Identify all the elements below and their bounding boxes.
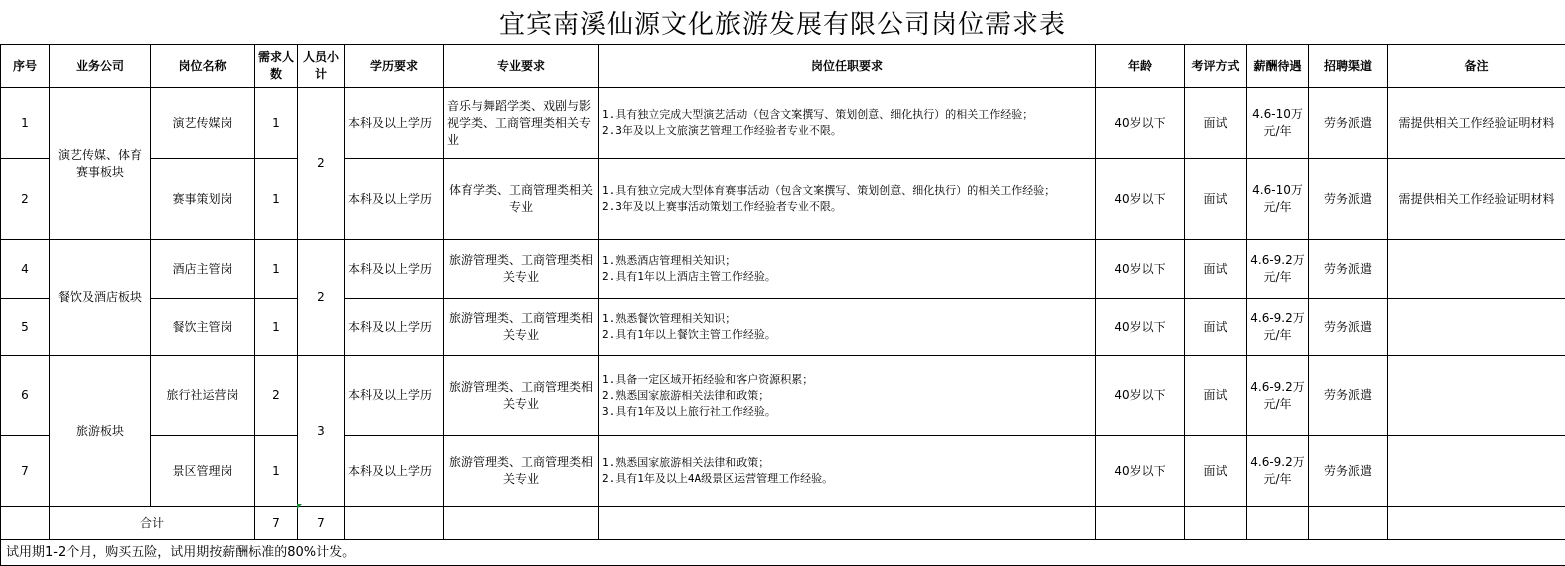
cell-exam: 面试 [1185, 299, 1247, 356]
requirement-line: 1.具有独立完成大型体育赛事活动（包含文案撰写、策划创意、细化执行）的相关工作经验； [602, 183, 1092, 199]
cell-seq: 6 [1, 356, 50, 436]
cell-requirement [599, 436, 1096, 507]
cell-channel: 劳务派遣 [1309, 436, 1388, 507]
cell-position: 餐饮主管岗 [151, 299, 255, 356]
header-education: 学历要求 [345, 45, 444, 88]
cell-education: 本科及以上学历 [345, 356, 444, 436]
header-demand: 需求人数 [255, 45, 298, 88]
header-salary: 薪酬待遇 [1247, 45, 1309, 88]
cell-exam: 面试 [1185, 240, 1247, 299]
header-subtotal: 人员小计 [298, 45, 345, 88]
cell-channel: 劳务派遣 [1309, 159, 1388, 240]
cell-channel: 劳务派遣 [1309, 299, 1388, 356]
cell-channel: 劳务派遣 [1309, 88, 1388, 159]
requirement-line: 1.具备一定区域开拓经验和客户资源积累； [602, 372, 1092, 388]
cell-empty [345, 507, 444, 540]
requirement-line: 1.熟悉国家旅游相关法律和政策； [602, 455, 1092, 471]
cell-subtotal: 3 [298, 356, 345, 507]
note-row [1, 540, 1565, 566]
cell-empty [1247, 507, 1309, 540]
cell-remark: 需提供相关工作经验证明材料 [1388, 88, 1565, 159]
cell-comment-marker [297, 504, 302, 509]
header-channel: 招聘渠道 [1309, 45, 1388, 88]
header-exam: 考评方式 [1185, 45, 1247, 88]
cell-education: 本科及以上学历 [345, 240, 444, 299]
cell-major: 体育学类、工商管理类相关专业 [444, 159, 599, 240]
cell-salary: 4.6-10万元/年 [1247, 159, 1309, 240]
requirement-line: 1.熟悉餐饮管理相关知识； [602, 311, 1092, 327]
cell-remark: 需提供相关工作经验证明材料 [1388, 159, 1565, 240]
cell-age: 40岁以下 [1096, 88, 1185, 159]
cell-company: 演艺传媒、体育赛事板块 [50, 88, 151, 240]
cell-empty [599, 507, 1096, 540]
cell-seq: 1 [1, 88, 50, 159]
table-row [1, 159, 1565, 240]
requirement-line: 2.3年及以上文旅演艺管理工作经验者专业不限。 [602, 123, 1092, 139]
header-row [1, 45, 1565, 88]
cell-major: 旅游管理类、工商管理类相关专业 [444, 436, 599, 507]
cell-demand: 1 [255, 299, 298, 356]
table-row [1, 356, 1565, 436]
cell-position: 赛事策划岗 [151, 159, 255, 240]
header-requirement: 岗位任职要求 [599, 45, 1096, 88]
table-row [1, 436, 1565, 507]
total-row [1, 507, 1565, 540]
header-seq: 序号 [1, 45, 50, 88]
cell-education: 本科及以上学历 [345, 299, 444, 356]
cell-demand: 1 [255, 436, 298, 507]
cell-position: 酒店主管岗 [151, 240, 255, 299]
cell-age: 40岁以下 [1096, 299, 1185, 356]
position-demand-table [0, 44, 1565, 566]
cell-major: 音乐与舞蹈学类、戏剧与影视学类、工商管理类相关专业 [444, 88, 599, 159]
cell-exam: 面试 [1185, 159, 1247, 240]
cell-requirement [599, 356, 1096, 436]
header-remark: 备注 [1388, 45, 1565, 88]
cell-seq: 2 [1, 159, 50, 240]
header-age: 年龄 [1096, 45, 1185, 88]
cell-requirement [599, 88, 1096, 159]
cell-empty [1388, 507, 1565, 540]
cell-major: 旅游管理类、工商管理类相关专业 [444, 356, 599, 436]
table-title: 宜宾南溪仙源文化旅游发展有限公司岗位需求表 [0, 0, 1565, 44]
cell-subtotal: 2 [298, 240, 345, 356]
cell-company: 旅游板块 [50, 356, 151, 507]
cell-position: 演艺传媒岗 [151, 88, 255, 159]
cell-channel: 劳务派遣 [1309, 356, 1388, 436]
cell-salary: 4.6-9.2万元/年 [1247, 436, 1309, 507]
cell-requirement [599, 159, 1096, 240]
header-major: 专业要求 [444, 45, 599, 88]
requirement-line: 3.具有1年及以上旅行社工作经验。 [602, 404, 1092, 420]
total-subtotal: 7 [298, 507, 345, 540]
cell-age: 40岁以下 [1096, 356, 1185, 436]
cell-salary: 4.6-10万元/年 [1247, 88, 1309, 159]
cell-major: 旅游管理类、工商管理类相关专业 [444, 240, 599, 299]
requirement-line: 2.熟悉国家旅游相关法律和政策； [602, 388, 1092, 404]
cell-age: 40岁以下 [1096, 240, 1185, 299]
cell-position: 景区管理岗 [151, 436, 255, 507]
total-demand: 7 [255, 507, 298, 540]
header-company: 业务公司 [50, 45, 151, 88]
cell-empty [1, 507, 50, 540]
cell-salary: 4.6-9.2万元/年 [1247, 356, 1309, 436]
cell-age: 40岁以下 [1096, 436, 1185, 507]
requirement-line: 2.具有1年以上餐饮主管工作经验。 [602, 327, 1092, 343]
cell-education: 本科及以上学历 [345, 88, 444, 159]
cell-demand: 1 [255, 159, 298, 240]
cell-seq: 5 [1, 299, 50, 356]
cell-demand: 1 [255, 88, 298, 159]
requirement-line: 2.具有1年以上酒店主管工作经验。 [602, 269, 1092, 285]
cell-remark [1388, 356, 1565, 436]
cell-seq: 7 [1, 436, 50, 507]
total-label: 合计 [50, 507, 255, 540]
cell-salary: 4.6-9.2万元/年 [1247, 299, 1309, 356]
cell-salary: 4.6-9.2万元/年 [1247, 240, 1309, 299]
table-row [1, 299, 1565, 356]
cell-demand: 1 [255, 240, 298, 299]
cell-exam: 面试 [1185, 88, 1247, 159]
cell-exam: 面试 [1185, 436, 1247, 507]
header-position: 岗位名称 [151, 45, 255, 88]
requirement-line: 1.具有独立完成大型演艺活动（包含文案撰写、策划创意、细化执行）的相关工作经验； [602, 107, 1092, 123]
cell-requirement [599, 240, 1096, 299]
requirement-line: 1.熟悉酒店管理相关知识； [602, 253, 1092, 269]
cell-empty [1185, 507, 1247, 540]
cell-empty [444, 507, 599, 540]
cell-demand: 2 [255, 356, 298, 436]
cell-education: 本科及以上学历 [345, 159, 444, 240]
cell-major: 旅游管理类、工商管理类相关专业 [444, 299, 599, 356]
cell-empty [1309, 507, 1388, 540]
cell-company: 餐饮及酒店板块 [50, 240, 151, 356]
table-row [1, 88, 1565, 159]
cell-remark [1388, 240, 1565, 299]
cell-remark [1388, 436, 1565, 507]
requirement-line: 2.具有1年及以上4A级景区运营管理工作经验。 [602, 471, 1092, 487]
cell-age: 40岁以下 [1096, 159, 1185, 240]
cell-position: 旅行社运营岗 [151, 356, 255, 436]
cell-requirement [599, 299, 1096, 356]
cell-exam: 面试 [1185, 356, 1247, 436]
cell-channel: 劳务派遣 [1309, 240, 1388, 299]
cell-education: 本科及以上学历 [345, 436, 444, 507]
cell-empty [1096, 507, 1185, 540]
cell-subtotal: 2 [298, 88, 345, 240]
table-row [1, 240, 1565, 299]
cell-remark [1388, 299, 1565, 356]
footnote: 试用期1-2个月，购买五险，试用期按薪酬标准的80%计发。 [1, 540, 1565, 566]
cell-seq: 4 [1, 240, 50, 299]
requirement-line: 2.3年及以上赛事活动策划工作经验者专业不限。 [602, 199, 1092, 215]
